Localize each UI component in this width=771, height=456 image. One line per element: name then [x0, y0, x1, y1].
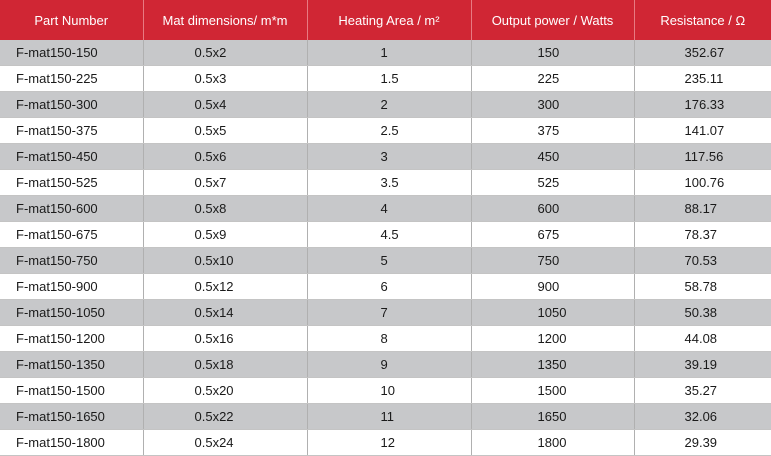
cell-output-power: 1200	[471, 326, 634, 352]
column-header-heating-area: Heating Area / m²	[307, 0, 471, 40]
cell-heating-area: 5	[307, 248, 471, 274]
cell-mat-dimensions: 0.5x3	[143, 66, 307, 92]
cell-part-number: F-mat150-1500	[0, 378, 143, 404]
table-row	[0, 300, 771, 326]
cell-part-number: F-mat150-450	[0, 144, 143, 170]
table-row	[0, 92, 771, 118]
cell-heating-area: 6	[307, 274, 471, 300]
cell-part-number: F-mat150-1200	[0, 326, 143, 352]
cell-heating-area: 2	[307, 92, 471, 118]
cell-output-power: 300	[471, 92, 634, 118]
cell-resistance: 44.08	[634, 326, 771, 352]
cell-resistance: 29.39	[634, 430, 771, 456]
cell-part-number: F-mat150-1650	[0, 404, 143, 430]
cell-output-power: 1650	[471, 404, 634, 430]
cell-part-number: F-mat150-900	[0, 274, 143, 300]
cell-mat-dimensions: 0.5x6	[143, 144, 307, 170]
cell-output-power: 675	[471, 222, 634, 248]
cell-mat-dimensions: 0.5x2	[143, 40, 307, 66]
cell-resistance: 58.78	[634, 274, 771, 300]
cell-resistance: 235.11	[634, 66, 771, 92]
header-row	[0, 0, 771, 40]
table-body	[0, 40, 771, 456]
column-header-output-power: Output power / Watts	[471, 0, 634, 40]
cell-mat-dimensions: 0.5x12	[143, 274, 307, 300]
cell-heating-area: 1	[307, 40, 471, 66]
table-row	[0, 274, 771, 300]
cell-heating-area: 7	[307, 300, 471, 326]
cell-heating-area: 9	[307, 352, 471, 378]
cell-output-power: 900	[471, 274, 634, 300]
cell-output-power: 1050	[471, 300, 634, 326]
cell-resistance: 117.56	[634, 144, 771, 170]
cell-mat-dimensions: 0.5x7	[143, 170, 307, 196]
cell-mat-dimensions: 0.5x4	[143, 92, 307, 118]
cell-mat-dimensions: 0.5x8	[143, 196, 307, 222]
cell-output-power: 150	[471, 40, 634, 66]
column-header-resistance: Resistance / Ω	[634, 0, 771, 40]
column-header-part-number: Part Number	[0, 0, 143, 40]
table-row	[0, 40, 771, 66]
table-row	[0, 378, 771, 404]
table-header	[0, 0, 771, 40]
cell-part-number: F-mat150-375	[0, 118, 143, 144]
table-row	[0, 222, 771, 248]
cell-heating-area: 12	[307, 430, 471, 456]
table-row	[0, 404, 771, 430]
cell-mat-dimensions: 0.5x16	[143, 326, 307, 352]
cell-output-power: 600	[471, 196, 634, 222]
cell-resistance: 78.37	[634, 222, 771, 248]
cell-resistance: 32.06	[634, 404, 771, 430]
cell-mat-dimensions: 0.5x10	[143, 248, 307, 274]
cell-heating-area: 4.5	[307, 222, 471, 248]
cell-output-power: 1800	[471, 430, 634, 456]
cell-resistance: 70.53	[634, 248, 771, 274]
cell-part-number: F-mat150-1350	[0, 352, 143, 378]
cell-mat-dimensions: 0.5x14	[143, 300, 307, 326]
cell-part-number: F-mat150-1050	[0, 300, 143, 326]
cell-heating-area: 3	[307, 144, 471, 170]
table-row	[0, 326, 771, 352]
cell-part-number: F-mat150-750	[0, 248, 143, 274]
table-row	[0, 66, 771, 92]
cell-mat-dimensions: 0.5x20	[143, 378, 307, 404]
cell-resistance: 39.19	[634, 352, 771, 378]
table-row	[0, 248, 771, 274]
cell-output-power: 525	[471, 170, 634, 196]
cell-output-power: 225	[471, 66, 634, 92]
cell-output-power: 450	[471, 144, 634, 170]
table-row	[0, 118, 771, 144]
cell-heating-area: 2.5	[307, 118, 471, 144]
cell-resistance: 50.38	[634, 300, 771, 326]
column-header-mat-dimensions: Mat dimensions/ m*m	[143, 0, 307, 40]
cell-heating-area: 1.5	[307, 66, 471, 92]
table-row	[0, 196, 771, 222]
cell-output-power: 750	[471, 248, 634, 274]
cell-part-number: F-mat150-1800	[0, 430, 143, 456]
cell-mat-dimensions: 0.5x22	[143, 404, 307, 430]
cell-output-power: 1350	[471, 352, 634, 378]
cell-part-number: F-mat150-150	[0, 40, 143, 66]
cell-heating-area: 8	[307, 326, 471, 352]
cell-mat-dimensions: 0.5x9	[143, 222, 307, 248]
table-row	[0, 170, 771, 196]
cell-part-number: F-mat150-525	[0, 170, 143, 196]
cell-resistance: 88.17	[634, 196, 771, 222]
cell-output-power: 1500	[471, 378, 634, 404]
table-row	[0, 430, 771, 456]
table-row	[0, 144, 771, 170]
cell-part-number: F-mat150-225	[0, 66, 143, 92]
cell-part-number: F-mat150-600	[0, 196, 143, 222]
cell-heating-area: 11	[307, 404, 471, 430]
cell-heating-area: 10	[307, 378, 471, 404]
cell-mat-dimensions: 0.5x5	[143, 118, 307, 144]
cell-resistance: 141.07	[634, 118, 771, 144]
cell-resistance: 352.67	[634, 40, 771, 66]
cell-output-power: 375	[471, 118, 634, 144]
cell-part-number: F-mat150-675	[0, 222, 143, 248]
cell-resistance: 35.27	[634, 378, 771, 404]
cell-mat-dimensions: 0.5x24	[143, 430, 307, 456]
cell-heating-area: 3.5	[307, 170, 471, 196]
cell-resistance: 176.33	[634, 92, 771, 118]
cell-heating-area: 4	[307, 196, 471, 222]
table-row	[0, 352, 771, 378]
cell-mat-dimensions: 0.5x18	[143, 352, 307, 378]
cell-resistance: 100.76	[634, 170, 771, 196]
cell-part-number: F-mat150-300	[0, 92, 143, 118]
